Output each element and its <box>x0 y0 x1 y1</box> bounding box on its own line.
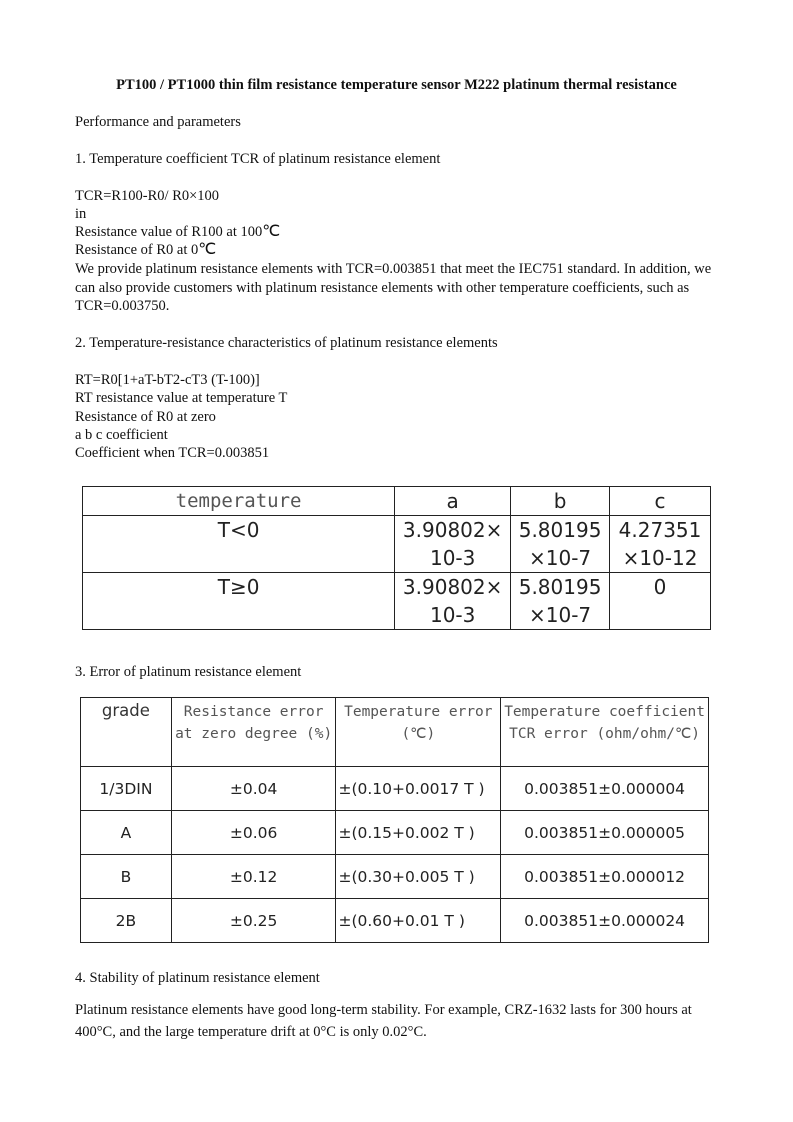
r0-line: Resistance of R0 at 0℃ <box>75 241 217 258</box>
table-header-row <box>81 698 709 767</box>
rt-formula: RT=R0[1+aT-bT2-cT3 (T-100)] <box>75 372 260 388</box>
cell-tcr: 0.003851±0.000012 <box>501 855 709 899</box>
cell-res: ±0.06 <box>171 811 336 855</box>
table-row <box>81 899 709 943</box>
rt-line-4: Coefficient when TCR=0.003851 <box>75 445 270 461</box>
header-resistance-error: Resistance error at zero degree (%) <box>171 698 336 767</box>
cell-grade: A <box>81 811 172 855</box>
r100-line: Resistance value of R100 at 100℃ <box>75 223 281 240</box>
cell-c: 0 <box>610 573 711 630</box>
cell-tcr: 0.003851±0.000004 <box>501 767 709 811</box>
header-tcr-error: Temperature coefficient TCR error (ohm/ohm/℃) <box>501 698 709 767</box>
table-header-row <box>83 487 711 516</box>
in-text: in <box>75 206 87 222</box>
rt-line-2: Resistance of R0 at zero <box>75 409 216 425</box>
intro-text: Performance and parameters <box>75 114 241 130</box>
rt-line-1: RT resistance value at temperature T <box>75 390 288 406</box>
cell-tcr: 0.003851±0.000005 <box>501 811 709 855</box>
cell-temp: ±(0.60+0.01 T ) <box>336 899 501 943</box>
cell-res: ±0.12 <box>171 855 336 899</box>
cell-b: 5.80195 ×10-7 <box>511 573 610 630</box>
cell-temp: ±(0.30+0.005 T ) <box>336 855 501 899</box>
cell-grade: B <box>81 855 172 899</box>
cell-b: 5.80195 ×10-7 <box>511 516 610 573</box>
stability-paragraph: Platinum resistance elements have good long-term stability. For example, CRZ-1632 lasts for 300 hours at 400°C, and the large temperature drift at 0°C is only 0.02°C. <box>75 1002 692 1040</box>
rt-line-3: a b c coefficient <box>75 427 168 443</box>
header-b: b <box>511 487 610 516</box>
cell-tcr: 0.003851±0.000024 <box>501 899 709 943</box>
tcr-formula: TCR=R100-R0/ R0×100 <box>75 188 220 204</box>
cell-res: ±0.25 <box>171 899 336 943</box>
cell-a: 3.90802× 10-3 <box>395 516 511 573</box>
page-title: PT100 / PT1000 thin film resistance temperature sensor M222 platinum thermal resistance <box>116 77 677 93</box>
cell-res: ±0.04 <box>171 767 336 811</box>
section4-heading: 4. Stability of platinum resistance element <box>75 970 320 986</box>
table-row <box>81 811 709 855</box>
header-grade: grade <box>81 698 172 767</box>
cell-temp: ±(0.10+0.0017 T ) <box>336 767 501 811</box>
cell-grade: 2B <box>81 899 172 943</box>
error-table <box>80 697 709 943</box>
table-row <box>81 767 709 811</box>
header-c: c <box>610 487 711 516</box>
section1-heading: 1. Temperature coefficient TCR of platinum resistance element <box>75 151 441 167</box>
header-temperature: temperature <box>83 487 395 516</box>
cell-temp: ±(0.15+0.002 T ) <box>336 811 501 855</box>
cell-temp: T<0 <box>83 516 395 573</box>
header-a: a <box>395 487 511 516</box>
section2-heading: 2. Temperature-resistance characteristics of platinum resistance elements <box>75 335 498 351</box>
header-temperature-error: Temperature error (℃) <box>336 698 501 767</box>
cell-c: 4.27351 ×10-12 <box>610 516 711 573</box>
table-row <box>81 855 709 899</box>
table-row <box>83 516 711 573</box>
section3-heading: 3. Error of platinum resistance element <box>75 664 302 680</box>
cell-temp: T≥0 <box>83 573 395 630</box>
table-row <box>83 573 711 630</box>
cell-a: 3.90802× 10-3 <box>395 573 511 630</box>
coefficient-table <box>82 486 711 630</box>
cell-grade: 1/3DIN <box>81 767 172 811</box>
tcr-paragraph: We provide platinum resistance elements with TCR=0.003851 that meet the IEC751 standard. In addition, we can also provide customers with platinum resistance elements with other temperature coefficients, such as TCR=0.003750. <box>75 261 712 314</box>
